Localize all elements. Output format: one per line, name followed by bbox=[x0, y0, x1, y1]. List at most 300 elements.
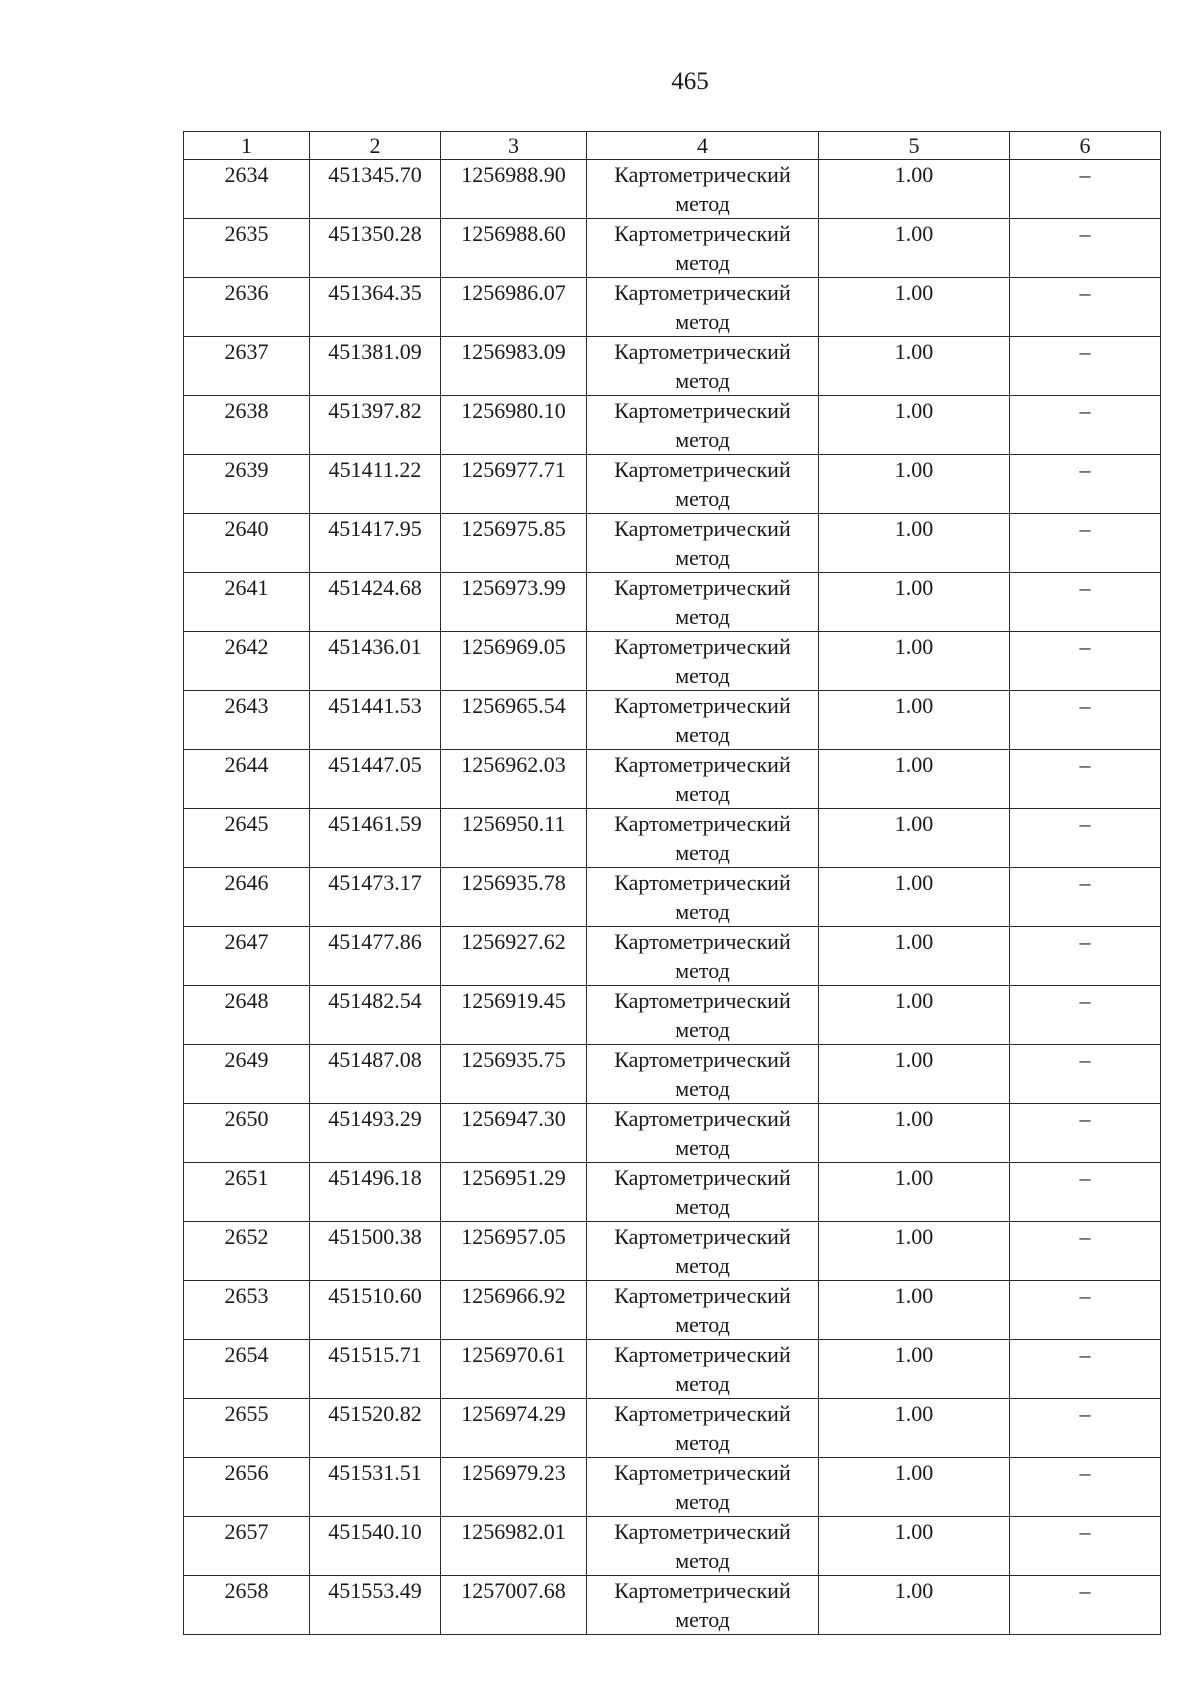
note-cell bbox=[1010, 1458, 1161, 1517]
x-coordinate-text: 451515.71 bbox=[328, 1342, 422, 1367]
accuracy-text: 1.00 bbox=[894, 634, 934, 659]
x-coordinate-cell bbox=[310, 1399, 441, 1458]
point-number-text: 2639 bbox=[224, 457, 269, 482]
accuracy-cell bbox=[819, 1340, 1010, 1399]
method-cell bbox=[587, 1104, 819, 1163]
point-number-text: 2651 bbox=[224, 1165, 269, 1190]
point-number-cell bbox=[184, 986, 310, 1045]
method-cell bbox=[587, 1399, 819, 1458]
point-number-cell bbox=[184, 573, 310, 632]
method-cell bbox=[587, 927, 819, 986]
table-row bbox=[184, 219, 1161, 278]
table-row bbox=[184, 1163, 1161, 1222]
note-text: – bbox=[1079, 457, 1091, 482]
accuracy-cell bbox=[819, 1458, 1010, 1517]
accuracy-text: 1.00 bbox=[894, 693, 934, 718]
note-text: – bbox=[1079, 811, 1091, 836]
method-text: Картометрический bbox=[614, 1578, 791, 1603]
method-text: Картометрический bbox=[614, 752, 791, 777]
y-coordinate-text: 1256935.75 bbox=[461, 1047, 566, 1072]
accuracy-cell bbox=[819, 1222, 1010, 1281]
x-coordinate-text: 451436.01 bbox=[328, 634, 422, 659]
method-cell bbox=[587, 219, 819, 278]
y-coordinate-cell bbox=[441, 219, 587, 278]
x-coordinate-text: 451540.10 bbox=[328, 1519, 422, 1544]
method-cell bbox=[587, 1576, 819, 1635]
x-coordinate-text: 451493.29 bbox=[328, 1106, 422, 1131]
note-cell bbox=[1010, 1104, 1161, 1163]
y-coordinate-text: 1256980.10 bbox=[461, 398, 566, 423]
method-text: метод bbox=[675, 663, 730, 688]
x-coordinate-cell bbox=[310, 1104, 441, 1163]
method-text: метод bbox=[675, 191, 730, 216]
y-coordinate-cell bbox=[441, 160, 587, 219]
note-text: – bbox=[1079, 516, 1091, 541]
method-text: Картометрический bbox=[614, 1519, 791, 1544]
x-coordinate-cell bbox=[310, 1458, 441, 1517]
method-text: Картометрический bbox=[614, 1224, 791, 1249]
method-text: метод bbox=[675, 1489, 730, 1514]
accuracy-text: 1.00 bbox=[894, 162, 934, 187]
note-cell bbox=[1010, 632, 1161, 691]
x-coordinate-cell bbox=[310, 1517, 441, 1576]
point-number-cell bbox=[184, 1163, 310, 1222]
point-number-text: 2637 bbox=[224, 339, 269, 364]
method-text: метод bbox=[675, 368, 730, 393]
method-cell bbox=[587, 691, 819, 750]
point-number-text: 2645 bbox=[224, 811, 269, 836]
table-row bbox=[184, 1399, 1161, 1458]
accuracy-text: 1.00 bbox=[894, 339, 934, 364]
accuracy-text: 1.00 bbox=[894, 221, 934, 246]
header-cell: 4 bbox=[587, 132, 819, 160]
accuracy-cell bbox=[819, 396, 1010, 455]
accuracy-cell bbox=[819, 927, 1010, 986]
point-number-cell bbox=[184, 396, 310, 455]
y-coordinate-text: 1256988.90 bbox=[461, 162, 566, 187]
method-text: метод bbox=[675, 781, 730, 806]
note-text: – bbox=[1079, 988, 1091, 1013]
point-number-text: 2638 bbox=[224, 398, 269, 423]
page-number: 465 bbox=[671, 68, 709, 95]
y-coordinate-text: 1256935.78 bbox=[461, 870, 566, 895]
x-coordinate-cell bbox=[310, 337, 441, 396]
note-text: – bbox=[1079, 1283, 1091, 1308]
x-coordinate-cell bbox=[310, 750, 441, 809]
accuracy-cell bbox=[819, 691, 1010, 750]
y-coordinate-cell bbox=[441, 1222, 587, 1281]
note-text: – bbox=[1079, 1224, 1091, 1249]
method-text: метод bbox=[675, 1548, 730, 1573]
note-text: – bbox=[1079, 339, 1091, 364]
x-coordinate-text: 451424.68 bbox=[328, 575, 422, 600]
y-coordinate-cell bbox=[441, 573, 587, 632]
point-number-text: 2634 bbox=[224, 162, 269, 187]
note-text: – bbox=[1079, 1460, 1091, 1485]
table-row bbox=[184, 632, 1161, 691]
y-coordinate-cell bbox=[441, 927, 587, 986]
x-coordinate-text: 451531.51 bbox=[328, 1460, 422, 1485]
accuracy-cell bbox=[819, 1045, 1010, 1104]
x-coordinate-cell bbox=[310, 691, 441, 750]
coordinates-table bbox=[183, 131, 1161, 1635]
point-number-cell bbox=[184, 1458, 310, 1517]
method-cell bbox=[587, 396, 819, 455]
table-row bbox=[184, 1340, 1161, 1399]
x-coordinate-text: 451473.17 bbox=[328, 870, 422, 895]
note-text: – bbox=[1079, 1519, 1091, 1544]
accuracy-text: 1.00 bbox=[894, 516, 934, 541]
point-number-text: 2658 bbox=[224, 1578, 269, 1603]
method-text: Картометрический bbox=[614, 811, 791, 836]
point-number-cell bbox=[184, 278, 310, 337]
point-number-cell bbox=[184, 1517, 310, 1576]
method-text: Картометрический bbox=[614, 634, 791, 659]
note-cell bbox=[1010, 868, 1161, 927]
method-text: Картометрический bbox=[614, 1106, 791, 1131]
table-row bbox=[184, 750, 1161, 809]
point-number-cell bbox=[184, 1576, 310, 1635]
y-coordinate-text: 1256962.03 bbox=[461, 752, 566, 777]
y-coordinate-text: 1256988.60 bbox=[461, 221, 566, 246]
accuracy-cell bbox=[819, 809, 1010, 868]
point-number-cell bbox=[184, 927, 310, 986]
note-cell bbox=[1010, 691, 1161, 750]
note-text: – bbox=[1079, 1578, 1091, 1603]
header-cell: 3 bbox=[441, 132, 587, 160]
method-text: метод bbox=[675, 1076, 730, 1101]
note-text: – bbox=[1079, 752, 1091, 777]
note-text: – bbox=[1079, 929, 1091, 954]
note-text: – bbox=[1079, 1106, 1091, 1131]
y-coordinate-text: 1256969.05 bbox=[461, 634, 566, 659]
note-text: – bbox=[1079, 1165, 1091, 1190]
y-coordinate-text: 1256982.01 bbox=[461, 1519, 566, 1544]
x-coordinate-cell bbox=[310, 1576, 441, 1635]
x-coordinate-cell bbox=[310, 278, 441, 337]
y-coordinate-text: 1256973.99 bbox=[461, 575, 566, 600]
method-text: Картометрический bbox=[614, 162, 791, 187]
method-text: метод bbox=[675, 545, 730, 570]
table-row bbox=[184, 1576, 1161, 1635]
method-cell bbox=[587, 160, 819, 219]
note-text: – bbox=[1079, 162, 1091, 187]
x-coordinate-cell bbox=[310, 514, 441, 573]
method-cell bbox=[587, 514, 819, 573]
x-coordinate-text: 451447.05 bbox=[328, 752, 422, 777]
point-number-text: 2657 bbox=[224, 1519, 269, 1544]
method-text: метод bbox=[675, 899, 730, 924]
y-coordinate-cell bbox=[441, 809, 587, 868]
method-text: метод bbox=[675, 1607, 730, 1632]
point-number-text: 2646 bbox=[224, 870, 269, 895]
x-coordinate-cell bbox=[310, 160, 441, 219]
x-coordinate-text: 451417.95 bbox=[328, 516, 422, 541]
y-coordinate-cell bbox=[441, 396, 587, 455]
table-row bbox=[184, 1222, 1161, 1281]
note-cell bbox=[1010, 1045, 1161, 1104]
x-coordinate-text: 451411.22 bbox=[328, 457, 422, 482]
accuracy-text: 1.00 bbox=[894, 280, 934, 305]
point-number-cell bbox=[184, 750, 310, 809]
y-coordinate-cell bbox=[441, 1163, 587, 1222]
method-text: Картометрический bbox=[614, 398, 791, 423]
y-coordinate-text: 1256979.23 bbox=[461, 1460, 566, 1485]
method-cell bbox=[587, 632, 819, 691]
point-number-cell bbox=[184, 1340, 310, 1399]
y-coordinate-cell bbox=[441, 1576, 587, 1635]
note-cell bbox=[1010, 1222, 1161, 1281]
x-coordinate-text: 451350.28 bbox=[328, 221, 422, 246]
accuracy-cell bbox=[819, 337, 1010, 396]
note-text: – bbox=[1079, 870, 1091, 895]
accuracy-text: 1.00 bbox=[894, 1460, 934, 1485]
point-number-text: 2640 bbox=[224, 516, 269, 541]
point-number-cell bbox=[184, 1281, 310, 1340]
x-coordinate-cell bbox=[310, 809, 441, 868]
y-coordinate-cell bbox=[441, 1340, 587, 1399]
x-coordinate-cell bbox=[310, 1340, 441, 1399]
note-text: – bbox=[1079, 398, 1091, 423]
point-number-text: 2656 bbox=[224, 1460, 269, 1485]
y-coordinate-cell bbox=[441, 455, 587, 514]
method-cell bbox=[587, 573, 819, 632]
note-cell bbox=[1010, 514, 1161, 573]
accuracy-text: 1.00 bbox=[894, 398, 934, 423]
method-text: Картометрический bbox=[614, 1401, 791, 1426]
y-coordinate-cell bbox=[441, 1281, 587, 1340]
table-row bbox=[184, 691, 1161, 750]
table-row bbox=[184, 514, 1161, 573]
note-cell bbox=[1010, 927, 1161, 986]
y-coordinate-text: 1256966.92 bbox=[461, 1283, 566, 1308]
note-cell bbox=[1010, 1281, 1161, 1340]
y-coordinate-text: 1256975.85 bbox=[461, 516, 566, 541]
method-text: Картометрический bbox=[614, 1047, 791, 1072]
x-coordinate-cell bbox=[310, 219, 441, 278]
method-cell bbox=[587, 1281, 819, 1340]
x-coordinate-text: 451397.82 bbox=[328, 398, 422, 423]
x-coordinate-cell bbox=[310, 1281, 441, 1340]
accuracy-text: 1.00 bbox=[894, 1342, 934, 1367]
x-coordinate-text: 451487.08 bbox=[328, 1047, 422, 1072]
accuracy-text: 1.00 bbox=[894, 870, 934, 895]
method-text: метод bbox=[675, 1312, 730, 1337]
note-cell bbox=[1010, 1163, 1161, 1222]
point-number-text: 2655 bbox=[224, 1401, 269, 1426]
note-cell bbox=[1010, 1399, 1161, 1458]
y-coordinate-cell bbox=[441, 514, 587, 573]
method-cell bbox=[587, 1458, 819, 1517]
x-coordinate-text: 451520.82 bbox=[328, 1401, 422, 1426]
note-text: – bbox=[1079, 221, 1091, 246]
point-number-text: 2649 bbox=[224, 1047, 269, 1072]
method-text: метод bbox=[675, 722, 730, 747]
method-text: Картометрический bbox=[614, 1165, 791, 1190]
method-text: Картометрический bbox=[614, 1283, 791, 1308]
accuracy-cell bbox=[819, 219, 1010, 278]
x-coordinate-text: 451461.59 bbox=[328, 811, 422, 836]
note-cell bbox=[1010, 750, 1161, 809]
method-text: метод bbox=[675, 958, 730, 983]
accuracy-cell bbox=[819, 1163, 1010, 1222]
method-text: метод bbox=[675, 309, 730, 334]
y-coordinate-cell bbox=[441, 691, 587, 750]
note-cell bbox=[1010, 160, 1161, 219]
note-cell bbox=[1010, 1517, 1161, 1576]
x-coordinate-text: 451345.70 bbox=[328, 162, 422, 187]
y-coordinate-text: 1256947.30 bbox=[461, 1106, 566, 1131]
table-row bbox=[184, 573, 1161, 632]
x-coordinate-text: 451553.49 bbox=[328, 1578, 422, 1603]
method-text: Картометрический bbox=[614, 516, 791, 541]
table-row bbox=[184, 1517, 1161, 1576]
x-coordinate-text: 451364.35 bbox=[328, 280, 422, 305]
note-text: – bbox=[1079, 1342, 1091, 1367]
x-coordinate-text: 451381.09 bbox=[328, 339, 422, 364]
method-cell bbox=[587, 1517, 819, 1576]
method-text: метод bbox=[675, 604, 730, 629]
method-text: метод bbox=[675, 1017, 730, 1042]
table-header-row bbox=[184, 132, 1161, 160]
accuracy-cell bbox=[819, 160, 1010, 219]
note-cell bbox=[1010, 1340, 1161, 1399]
accuracy-text: 1.00 bbox=[894, 1224, 934, 1249]
point-number-cell bbox=[184, 337, 310, 396]
method-text: Картометрический bbox=[614, 221, 791, 246]
table-row bbox=[184, 1104, 1161, 1163]
y-coordinate-text: 1256970.61 bbox=[461, 1342, 566, 1367]
table-row bbox=[184, 1045, 1161, 1104]
point-number-cell bbox=[184, 1104, 310, 1163]
point-number-cell bbox=[184, 691, 310, 750]
accuracy-cell bbox=[819, 573, 1010, 632]
accuracy-text: 1.00 bbox=[894, 752, 934, 777]
note-text: – bbox=[1079, 634, 1091, 659]
table-row bbox=[184, 927, 1161, 986]
point-number-cell bbox=[184, 455, 310, 514]
table-row bbox=[184, 337, 1161, 396]
y-coordinate-cell bbox=[441, 1045, 587, 1104]
y-coordinate-text: 1256977.71 bbox=[461, 457, 566, 482]
x-coordinate-text: 451477.86 bbox=[328, 929, 422, 954]
method-cell bbox=[587, 1045, 819, 1104]
method-cell bbox=[587, 1340, 819, 1399]
note-text: – bbox=[1079, 575, 1091, 600]
point-number-cell bbox=[184, 160, 310, 219]
table-row bbox=[184, 396, 1161, 455]
y-coordinate-cell bbox=[441, 1104, 587, 1163]
note-cell bbox=[1010, 219, 1161, 278]
x-coordinate-cell bbox=[310, 1163, 441, 1222]
method-text: Картометрический bbox=[614, 988, 791, 1013]
method-text: метод bbox=[675, 486, 730, 511]
point-number-text: 2647 bbox=[224, 929, 269, 954]
y-coordinate-cell bbox=[441, 986, 587, 1045]
x-coordinate-cell bbox=[310, 927, 441, 986]
y-coordinate-text: 1256951.29 bbox=[461, 1165, 566, 1190]
point-number-cell bbox=[184, 809, 310, 868]
accuracy-cell bbox=[819, 1517, 1010, 1576]
accuracy-text: 1.00 bbox=[894, 988, 934, 1013]
method-text: Картометрический bbox=[614, 870, 791, 895]
x-coordinate-text: 451500.38 bbox=[328, 1224, 422, 1249]
accuracy-text: 1.00 bbox=[894, 1519, 934, 1544]
x-coordinate-cell bbox=[310, 573, 441, 632]
y-coordinate-cell bbox=[441, 1517, 587, 1576]
method-text: метод bbox=[675, 1430, 730, 1455]
accuracy-cell bbox=[819, 1399, 1010, 1458]
table-body bbox=[184, 160, 1161, 1635]
point-number-cell bbox=[184, 1222, 310, 1281]
y-coordinate-cell bbox=[441, 1399, 587, 1458]
note-cell bbox=[1010, 278, 1161, 337]
y-coordinate-cell bbox=[441, 868, 587, 927]
method-text: Картометрический bbox=[614, 693, 791, 718]
method-cell bbox=[587, 809, 819, 868]
note-text: – bbox=[1079, 1401, 1091, 1426]
method-cell bbox=[587, 455, 819, 514]
point-number-text: 2641 bbox=[224, 575, 269, 600]
point-number-cell bbox=[184, 1045, 310, 1104]
y-coordinate-text: 1256919.45 bbox=[461, 988, 566, 1013]
point-number-cell bbox=[184, 514, 310, 573]
method-text: метод bbox=[675, 1194, 730, 1219]
note-text: – bbox=[1079, 693, 1091, 718]
method-text: метод bbox=[675, 1253, 730, 1278]
x-coordinate-text: 451496.18 bbox=[328, 1165, 422, 1190]
note-cell bbox=[1010, 455, 1161, 514]
table-row bbox=[184, 455, 1161, 514]
point-number-text: 2650 bbox=[224, 1106, 269, 1131]
method-cell bbox=[587, 750, 819, 809]
method-text: Картометрический bbox=[614, 280, 791, 305]
method-text: Картометрический bbox=[614, 457, 791, 482]
point-number-cell bbox=[184, 1399, 310, 1458]
point-number-text: 2653 bbox=[224, 1283, 269, 1308]
method-cell bbox=[587, 1163, 819, 1222]
x-coordinate-cell bbox=[310, 1045, 441, 1104]
method-text: метод bbox=[675, 840, 730, 865]
y-coordinate-text: 1256986.07 bbox=[461, 280, 566, 305]
table-row bbox=[184, 1458, 1161, 1517]
y-coordinate-text: 1256965.54 bbox=[461, 693, 566, 718]
point-number-text: 2654 bbox=[224, 1342, 269, 1367]
point-number-text: 2642 bbox=[224, 634, 269, 659]
note-text: – bbox=[1079, 1047, 1091, 1072]
accuracy-cell bbox=[819, 986, 1010, 1045]
y-coordinate-cell bbox=[441, 632, 587, 691]
accuracy-text: 1.00 bbox=[894, 1578, 934, 1603]
accuracy-cell bbox=[819, 514, 1010, 573]
method-text: Картометрический bbox=[614, 929, 791, 954]
point-number-text: 2635 bbox=[224, 221, 269, 246]
y-coordinate-cell bbox=[441, 750, 587, 809]
x-coordinate-text: 451482.54 bbox=[328, 988, 422, 1013]
point-number-text: 2636 bbox=[224, 280, 269, 305]
method-text: Картометрический bbox=[614, 1460, 791, 1485]
note-cell bbox=[1010, 396, 1161, 455]
y-coordinate-text: 1256974.29 bbox=[461, 1401, 566, 1426]
table-row bbox=[184, 868, 1161, 927]
y-coordinate-text: 1257007.68 bbox=[461, 1578, 566, 1603]
note-cell bbox=[1010, 986, 1161, 1045]
accuracy-cell bbox=[819, 278, 1010, 337]
x-coordinate-cell bbox=[310, 986, 441, 1045]
y-coordinate-cell bbox=[441, 278, 587, 337]
accuracy-cell bbox=[819, 632, 1010, 691]
method-text: Картометрический bbox=[614, 575, 791, 600]
